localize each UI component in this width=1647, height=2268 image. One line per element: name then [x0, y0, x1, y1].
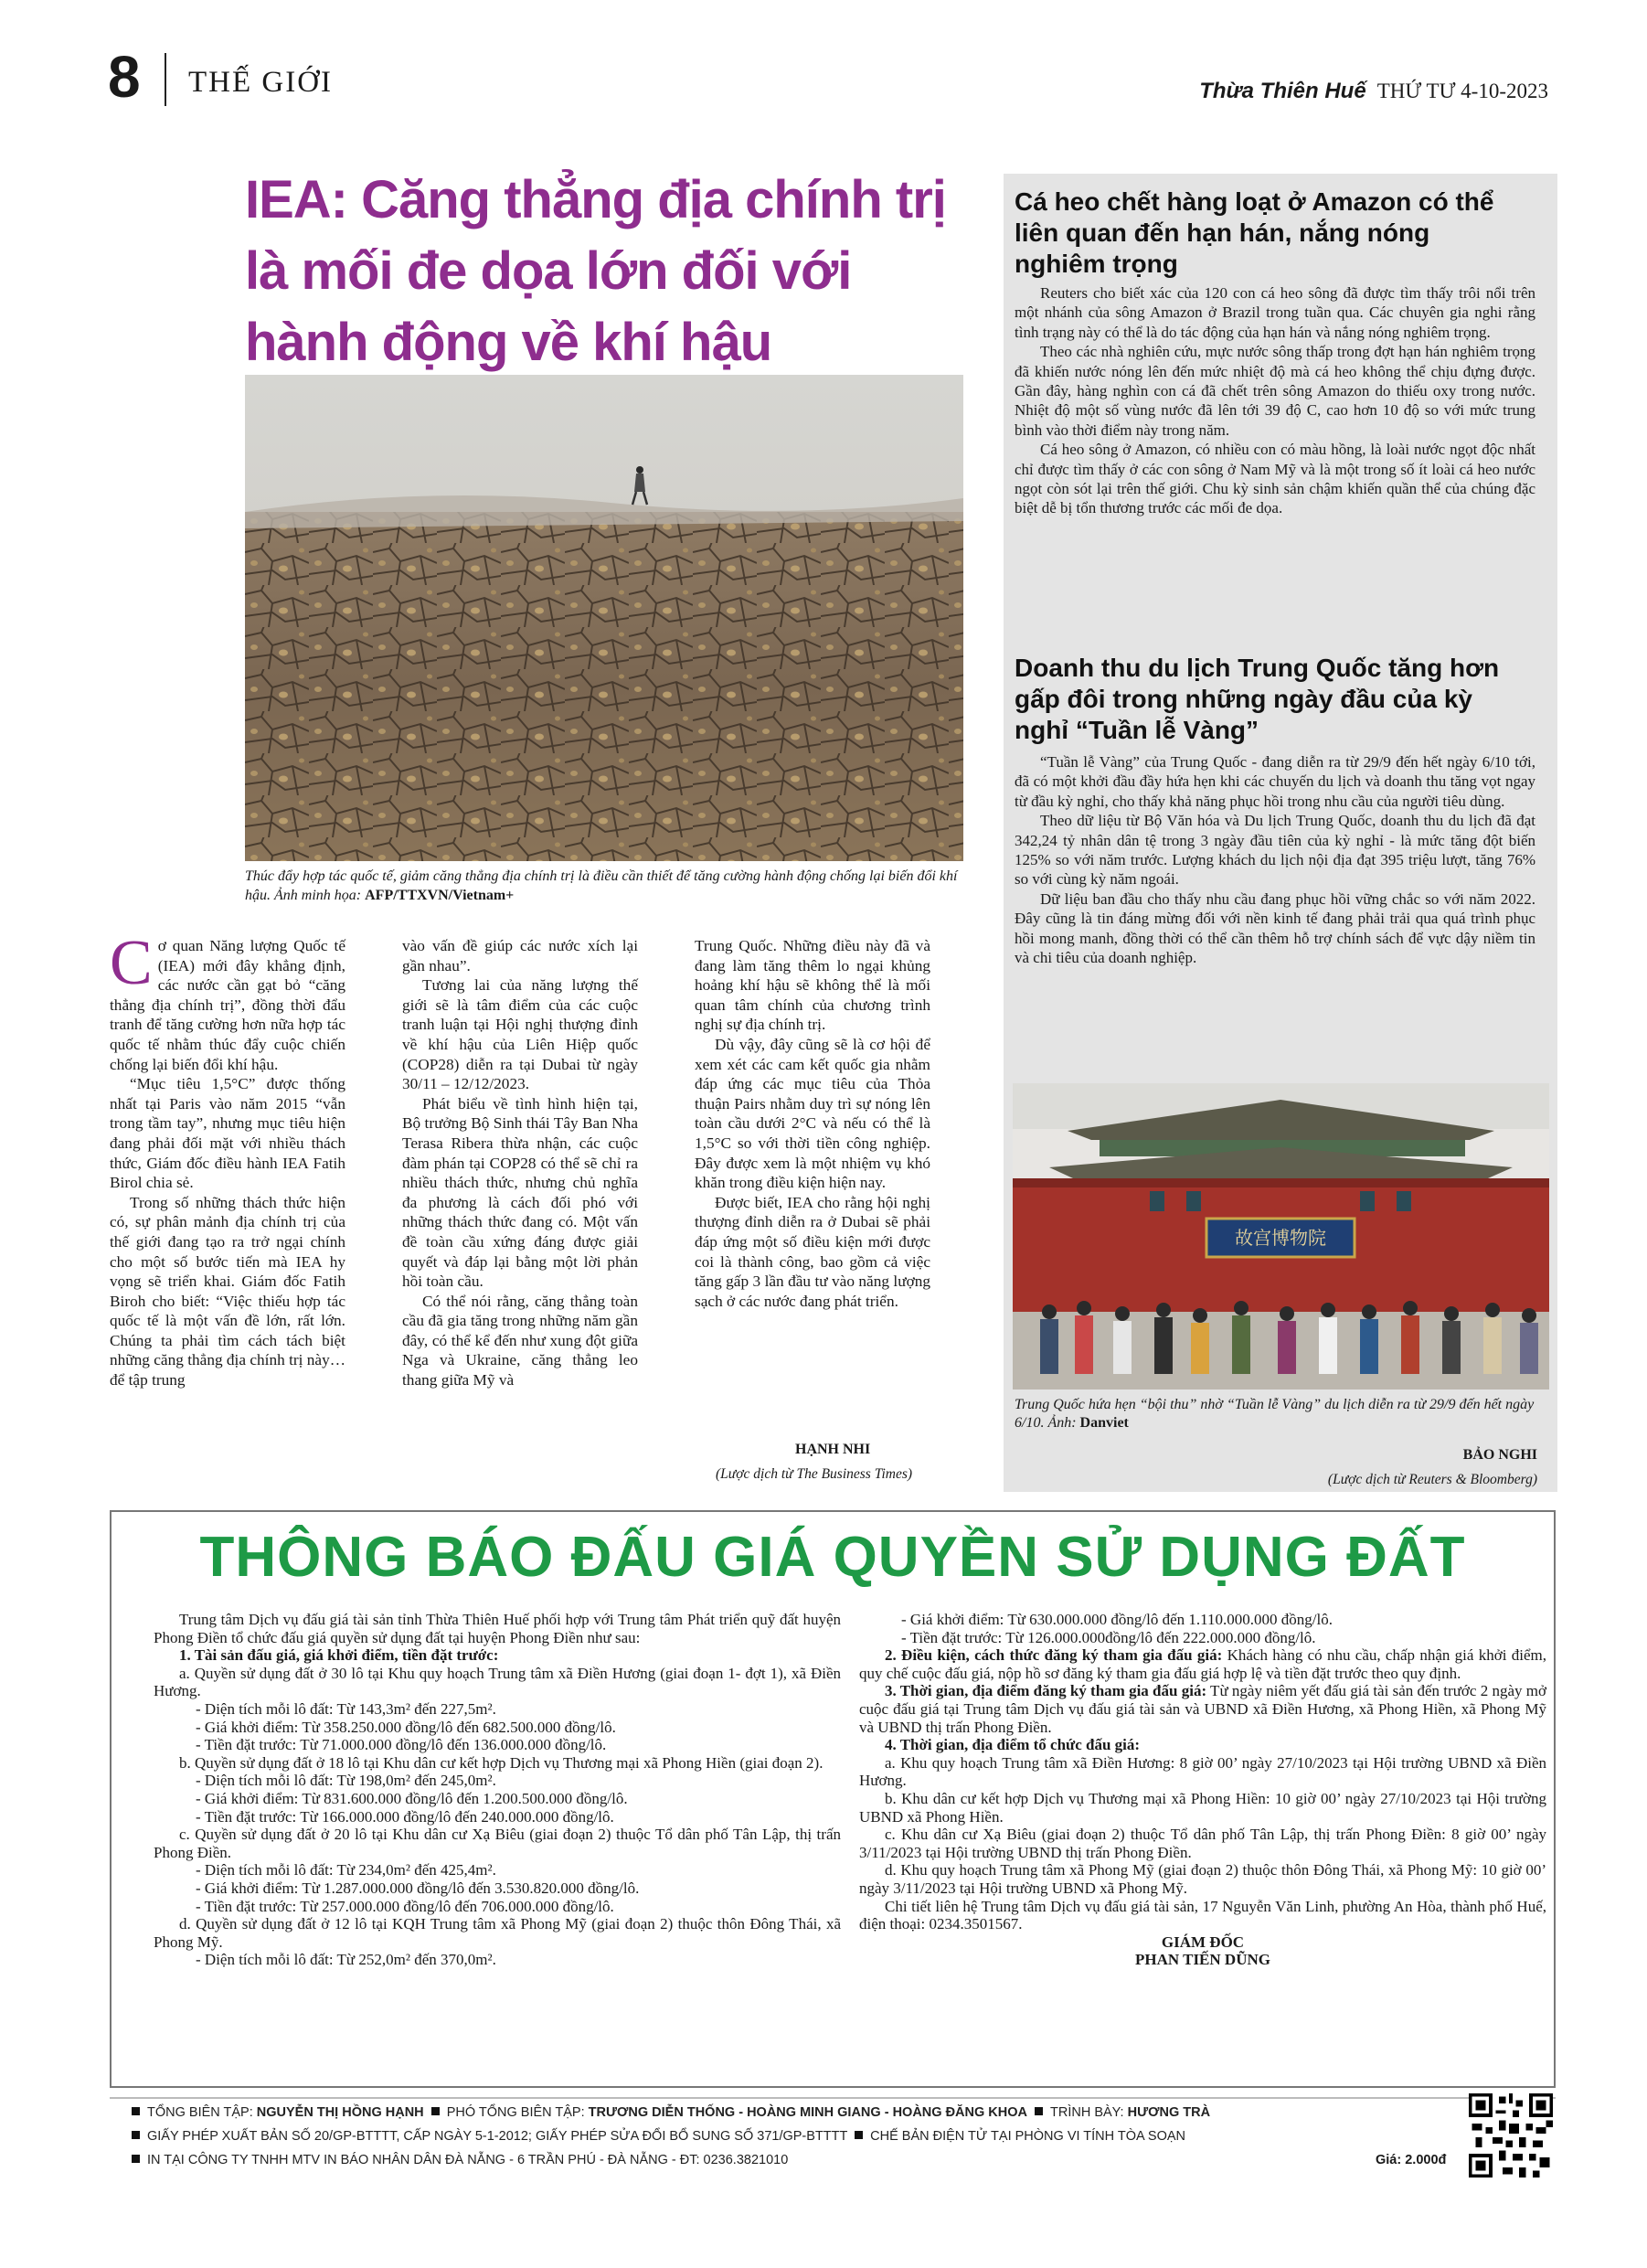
footer-printer-line	[128, 2153, 788, 2167]
paragraph: Cá heo sông ở Amazon, có nhiều con có màu hồng, là loài nước ngọt độc nhất chỉ được tìm thấy ở các con sông ở Nam Mỹ và là một trong số ít loài cá heo nước ngọt còn sót lại trên thế giới. Chu kỳ sinh sản chậm khiến quần thể của chúng đặc biệt dễ bị tổn thương trước các mối đe dọa.	[1015, 441, 1535, 517]
sidebar-source: (Lược dịch từ Reuters & Bloomberg)	[1327, 1472, 1537, 1487]
bullet-square-icon	[855, 2131, 863, 2139]
dropcap: C	[110, 928, 153, 998]
notice-item: - Giá khởi điểm: Từ 630.000.000 đồng/lô đến 1.110.000.000 đồng/lô.	[901, 1611, 1333, 1628]
museum-sign: 故宫博物院	[1235, 1227, 1326, 1249]
main-caption-text: Thúc đẩy hợp tác quốc tế, giảm căng thẳng địa chính trị là điều cần thiết để tăng cường hành động chống lại biến đổi khí hậu. Ảnh minh họa:	[245, 868, 958, 903]
bullet-square-icon	[431, 2107, 440, 2115]
notice-item: - Tiền đặt trước: Từ 126.000.000đồng/lô đến 222.000.000 đồng/lô.	[901, 1628, 1316, 1646]
notice-item: - Giá khởi điểm: Từ 831.600.000 đồng/lô đến 1.200.500.000 đồng/lô.	[196, 1789, 628, 1807]
notice-item: - Diện tích mỗi lô đất: Từ 143,3m² đến 227,5m².	[196, 1699, 496, 1718]
layout-designer: HƯƠNG TRÀ	[1127, 2105, 1211, 2120]
notice-heading-2: 2. Điều kiện, cách thức đăng ký tham gia đấu giá:	[885, 1646, 1223, 1665]
notice-item: - Tiền đặt trước: Từ 71.000.000 đồng/lô đến 136.000.000 đồng/lô.	[196, 1736, 607, 1754]
paragraph: Dữ liệu ban đầu cho thấy nhu cầu đang phục hồi vững chắc so với năm 2022. Đây cũng là tin đáng mừng đối với nền kinh tế đang phải trải qua quá trình phục hồi mong manh, đồng thời có thể cần thêm hỗ trợ chính sách để vực dậy niềm tin và chi tiêu của doanh nghiệp.	[1015, 889, 1535, 967]
bullet-square-icon	[132, 2107, 140, 2115]
notice-item: a. Khu quy hoạch Trung tâm xã Điền Hương: 8 giờ 00’ ngày 27/10/2023 tại Hội trường UBND xã Điền Hương.	[859, 1753, 1546, 1790]
notice-item: c. Khu dân cư Xạ Biêu (giai đoạn 2) thuộc Tổ dân phố Tân Lập, thị trấn Phong Điền: 8 giờ 00’ ngày 3/11/2023 tại Hội trường UBND thị trấn Phong Điền.	[859, 1826, 1546, 1861]
notice-item: - Diện tích mỗi lô đất: Từ 234,0m² đến 425,4m².	[196, 1861, 496, 1879]
notice-section-2	[859, 1646, 1546, 1682]
notice-item: - Tiền đặt trước: Từ 257.000.000 đồng/lô đến 706.000.000 đồng/lô.	[196, 1897, 614, 1915]
notice-item: b. Quyền sử dụng đất ở 18 lô tại Khu dân cư kết hợp Dịch vụ Thương mại xã Phong Hiền (giai đoạn 2).	[179, 1753, 824, 1772]
notice-heading-4: 4. Thời gian, địa điểm tổ chức đấu giá:	[885, 1736, 1141, 1754]
notice-item: c. Quyền sử dụng đất ở 20 lô tại Khu dân cư Xạ Biêu (giai đoạn 2) thuộc Tổ dân phố Tân Lập, thị trấn Phong Điền.	[154, 1826, 841, 1861]
amazon-dolphin-story	[1015, 283, 1535, 518]
paragraph: “Mục tiêu 1,5°C” được thống nhất tại Paris vào năm 2015 “vẫn trong tầm tay”, nhưng mục tiêu hiện đang phải đối mặt với nhiều thách thức, Giám đốc điều hành IEA Fatih Birol chia sẻ.	[110, 1075, 345, 1192]
auction-notice-left-column	[154, 1611, 841, 1969]
drought-photo	[245, 375, 963, 861]
notice-item: b. Khu dân cư kết hợp Dịch vụ Thương mại xã Phong Hiền: 10 giờ 00’ ngày 27/10/2023 tại Hội trường UBND xã Phong Hiền.	[859, 1789, 1546, 1826]
side-photo-caption	[1015, 1396, 1550, 1432]
deputy-editors: TRƯƠNG DIỄN THỐNG - HOÀNG MINH GIANG - HOÀNG ĐĂNG KHOA	[588, 2105, 1027, 2120]
notice-item: - Giá khởi điểm: Từ 1.287.000.000 đồng/lô đến 3.530.820.000 đồng/lô.	[196, 1879, 640, 1897]
paragraph: “Tuần lễ Vàng” của Trung Quốc - đang diễn ra từ 29/9 đến hết ngày 6/10 tới, đã có một khởi đầu đầy hứa hẹn khi các chuyến du lịch và doanh thu tăng vọt ngay từ đầu kỳ nghỉ, cho thấy khả năng phục hồi trong nhu cầu của người tiêu dùng.	[1015, 753, 1535, 810]
notice-item: - Diện tích mỗi lô đất: Từ 198,0m² đến 245,0m².	[196, 1772, 496, 1790]
amazon-dolphin-headline: Cá heo chết hàng loạt ở Amazon có thể liên quan đến hạn hán, nắng nóng nghiêm trọng	[1015, 187, 1494, 278]
footer-divider	[110, 2097, 1556, 2099]
notice-item: a. Quyền sử dụng đất ở 30 lô tại Khu quy hoạch Trung tâm xã Điền Hương (giai đoạn 1- đợt 1), xã Điền Hương.	[154, 1664, 841, 1700]
printer-info: IN TẠI CÔNG TY TNHH MTV IN BÁO NHÂN DÂN ĐÀ NẴNG - 6 TRẦN PHÚ - ĐÀ NẴNG - ĐT: 0236.3821010	[147, 2153, 789, 2167]
sidebar-author: BẢO NGHI	[1462, 1447, 1537, 1463]
side-caption-text: Trung Quốc hứa hẹn “bội thu” nhờ “Tuần lễ Vàng” du lịch diễn ra từ 29/9 đến hết ngày 6/10. Ảnh:	[1015, 1397, 1535, 1431]
notice-heading-3: 3. Thời gian, địa điểm đăng ký tham gia đấu giá:	[885, 1682, 1207, 1700]
signer-title: GIÁM ĐỐC	[1161, 1933, 1245, 1951]
bullet-square-icon	[132, 2155, 140, 2163]
notice-item: d. Khu quy hoạch Trung tâm xã Phong Mỹ (giai đoạn 2) thuộc thôn Đông Thái, xã Phong Mỹ: 10 giờ 00’ ngày 3/11/2023 tại Hội trường UBND xã Phong Mỹ.	[859, 1861, 1546, 1897]
footer-label: TỔNG BIÊN TẬP:	[147, 2105, 257, 2120]
main-article-author: HẠNH NHI	[795, 1442, 871, 1457]
editor-in-chief: NGUYỄN THỊ HỒNG HẠNH	[256, 2105, 424, 2120]
lead-paragraph	[110, 928, 345, 1074]
notice-item: d. Quyền sử dụng đất ở 12 lô tại KQH Trung tâm xã Phong Mỹ (giai đoạn 2) thuộc thôn Đông Thái, xã Phong Mỹ.	[154, 1915, 841, 1951]
paragraph: Có thể nói rằng, căng thẳng toàn cầu đã gia tăng trong những năm gần đây, có thể kể đến như xung đột giữa Nga và Ukraine, căng thẳng leo thang giữa Mỹ và	[402, 1292, 638, 1390]
issue-date: THỨ TƯ 4-10-2023	[1376, 80, 1548, 102]
paragraph: Phát biểu về tình hình hiện tại, Bộ trưởng Bộ Sinh thái Tây Ban Nha Terasa Ribera thừa nhận, các cuộc đàm phán tại COP28 có thể sẽ chỉ ra nhiều thách thức, nhưng chủ nghĩa đa phương là cách đối phó với những thách thức đang có. Một vấn đề toàn cầu xứng đáng được giải quyết và đáp lại bằng một lời phản hồi toàn cầu.	[402, 1094, 638, 1291]
paragraph: Trung Quốc. Những điều này đã và đang làm tăng thêm lo ngại khủng hoảng khí hậu sẽ không thể là mối quan tâm chính của chương trình nghị sự địa chính trị.	[695, 937, 930, 1034]
footer-label: TRÌNH BÀY:	[1050, 2105, 1128, 2120]
section-title: THẾ GIỚI	[188, 66, 334, 99]
notice-contact: Chi tiết liên hệ Trung tâm Dịch vụ đấu giá tài sản, 17 Nguyễn Văn Linh, phường An Hòa, thành phố Huế, điện thoại: 0234.3501567.	[859, 1897, 1546, 1933]
paragraph: Theo dữ liệu từ Bộ Văn hóa và Du lịch Trung Quốc, doanh thu du lịch đã đạt 342,24 tỷ nhân dân tệ trong 3 ngày đầu tiên của kỳ nghỉ - là mức tăng đột biến 125% so với năm trước. Lượng khách du lịch nội địa đạt 395 triệu lượt, tăng 76% so với cùng kỳ năm ngoái.	[1015, 812, 1535, 889]
notice-heading-1: 1. Tài sản đấu giá, giá khởi điểm, tiền đặt trước:	[179, 1646, 499, 1665]
bullet-square-icon	[132, 2131, 140, 2139]
masthead	[1199, 79, 1548, 104]
footer-editorial-line	[128, 2105, 1210, 2120]
lead-paragraph-text: ơ quan Năng lượng Quốc tế (IEA) mới đây khẳng định, các nước cần gạt bỏ “căng thẳng địa chính trị”, đồng thời đẩu tranh để tăng cường hơn nữa hợp tác quốc tế nhằm thúc đẩy cuộc chiến chống lại biến đổi khí hậu.	[110, 937, 345, 1073]
header-divider	[165, 53, 166, 106]
typesetting-info: CHẾ BẢN ĐIỆN TỬ TẠI PHÒNG VI TÍNH TÒA SOẠN	[870, 2129, 1186, 2144]
main-photo-credit: AFP/TTXVN/Vietnam+	[365, 888, 515, 903]
notice-item: - Tiền đặt trước: Từ 166.000.000 đồng/lô đến 240.000.000 đồng/lô.	[196, 1807, 614, 1826]
license-info: GIẤY PHÉP XUẤT BẢN SỐ 20/GP-BTTTT, CẤP NGÀY 5-1-2012; GIẤY PHÉP SỬA ĐỔI BỔ SUNG SỐ 371/GP-BTTTT	[147, 2129, 848, 2144]
paragraph: Trong số những thách thức hiện có, sự phân mảnh địa chính trị của thế giới đang tạo ra trở ngại chính cho một số bước tiến mà IEA hy vọng sẽ triển khai. Giám đốc Fatih Biroh cho biết: “Việc thiếu hợp tác quốc tế là một vấn đề lớn, rất lớn. Chúng ta phải tìm cách tách biệt những căng thẳng địa chính trị này… để tập trung	[110, 1193, 345, 1390]
paragraph: Được biết, IEA cho rằng hội nghị thượng đỉnh diễn ra ở Dubai sẽ phải đáp ứng một số điều kiện mới được coi là thành công, bao gồm cả việc tăng gấp 3 lần đầu tư vào năng lượng sạch ở các nước đang phát triển.	[695, 1193, 930, 1310]
notice-intro: Trung tâm Dịch vụ đấu giá tài sản tỉnh Thừa Thiên Huế phối hợp với Trung tâm Phát triển quỹ đất huyện Phong Điền tổ chức đấu giá quyền sử dụng đất tại huyện Phong Điền như sau:	[154, 1611, 841, 1646]
notice-text-3: Từ ngày niêm yết đấu giá tài sản đến trước 2 ngày mở cuộc đấu giá tại Trung tâm Dịch vụ đấu giá tài sản và UBND xã Điền Hương, xã Phong Hiền, xã Phong Mỹ và UBND thị trấn Phong Điền.	[859, 1682, 1546, 1736]
signer-name: PHAN TIẾN DŨNG	[1135, 1951, 1270, 1969]
main-article-source: (Lược dịch từ The Business Times)	[716, 1466, 913, 1482]
paragraph: Tương lai của năng lượng thế giới sẽ là tâm điểm của các cuộc tranh luận tại Hội nghị thượng đỉnh về khí hậu của Liên Hiệp quốc (COP28) diễn ra tại Dubai từ ngày 30/11 – 12/12/2023.	[402, 976, 638, 1093]
paragraph: vào vấn đề giúp các nước xích lại gần nhau”.	[402, 937, 638, 974]
notice-section-3	[859, 1682, 1546, 1736]
main-headline: IEA: Căng thẳng địa chính trị là mối đe dọa lớn đối với hành động về khí hậu	[245, 170, 946, 372]
main-photo-caption	[245, 867, 963, 905]
page-number: 8	[108, 44, 141, 110]
notice-item: - Diện tích mỗi lô đất: Từ 252,0m² đến 370,0m².	[196, 1951, 496, 1969]
main-article-column-2	[402, 936, 638, 1390]
notice-text-2: Khách hàng có nhu cầu, chấp nhận giá khởi điểm, quy chế cuộc đấu giá, nộp hồ sơ đăng ký tham gia đấu giá hợp lệ và tiền đặt trước theo quy định.	[859, 1646, 1546, 1682]
china-tourism-headline: Doanh thu du lịch Trung Quốc tăng hơn gấp đôi trong những ngày đầu của kỳ nghỉ “Tuần lễ Vàng”	[1015, 654, 1500, 744]
qr-code-icon[interactable]	[1469, 2093, 1553, 2177]
main-article-column-3	[695, 936, 930, 1311]
auction-notice-title: THÔNG BÁO ĐẤU GIÁ QUYỀN SỬ DỤNG ĐẤT	[199, 1526, 1466, 1589]
auction-notice-right-column	[859, 1611, 1546, 1969]
footer-label: PHÓ TỔNG BIÊN TẬP:	[446, 2105, 589, 2120]
paragraph: Dù vậy, đây cũng sẽ là cơ hội để xem xét các cam kết quốc gia nhằm đáp ứng các mục tiêu của Thỏa thuận Pairs nhằm duy trì sự nóng lên toàn cầu dưới 2°C và nếu có thể là 1,5°C so với thời tiền công nghiệp. Đây được xem là một nhiệm vụ khó khăn trong điều kiện hiện nay.	[695, 1035, 930, 1192]
forbidden-city-photo	[1013, 1083, 1549, 1390]
main-article-column-1	[110, 928, 345, 1390]
footer-license-line	[128, 2129, 1185, 2144]
paragraph: Reuters cho biết xác của 120 con cá heo sông đã được tìm thấy trôi nổi trên một nhánh của sông Amazon ở Brazil trong tuần qua. Các chuyên gia nghi rằng tình trạng này có thể là do tác động của hạn hán và nắng nóng nghiêm trọng.	[1015, 284, 1535, 341]
china-tourism-story	[1015, 752, 1535, 967]
bullet-square-icon	[1035, 2107, 1043, 2115]
paper-name: Thừa Thiên Huế	[1199, 79, 1366, 103]
paragraph: Theo các nhà nghiên cứu, mực nước sông thấp trong đợt hạn hán nghiêm trọng đã khiến nước nóng lên đến mức nhiệt độ mà cá heo không thể chịu đựng được. Gần đây, hàng nghìn con cá đã chết trên sông Amazon do thiếu oxy trong nước. Nhiệt độ một số vùng nước đã lên tới 39 độ C, cao hơn 10 độ so với mức trung bình vào thời điểm này trong năm.	[1015, 343, 1535, 439]
side-photo-credit: Danviet	[1079, 1415, 1129, 1431]
price-label: Giá: 2.000đ	[1376, 2153, 1447, 2167]
notice-item: - Giá khởi điểm: Từ 358.250.000 đồng/lô đến 682.500.000 đồng/lô.	[196, 1718, 616, 1736]
